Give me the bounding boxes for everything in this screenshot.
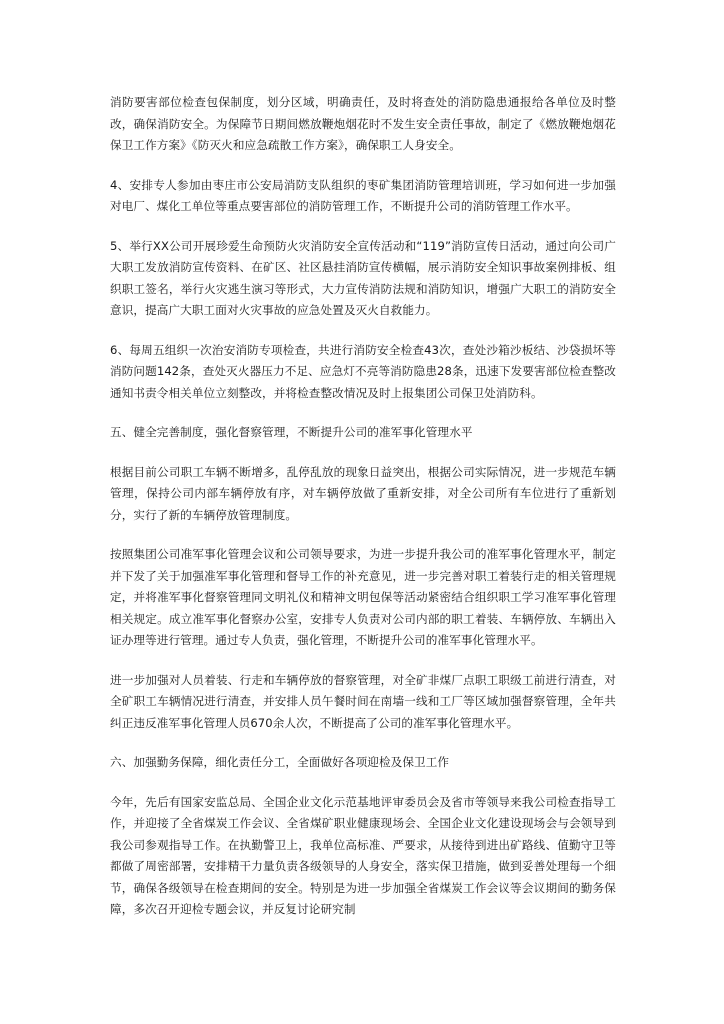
paragraph-item-5-campaign: 5、举行XX公司开展珍爱生命预防火灾消防安全宣传活动和“119”消防宣传日活动，通过向公司广大职工发放消防宣传资料、在矿区、社区悬挂消防宣传横幅，展示消防安全知识事故案例排板、组织职工签名，举行火灾逃生演习等形式，大力宣传消防法规和消防知识，增强广大职工的消防安全意识，提高广大职工面对火灾事故的应急处置及灭火自救能力。 <box>110 238 616 317</box>
paragraph-item-6-inspection: 6、每周五组织一次治安消防专项检查，共进行消防安全检查43次，查处沙箱沙板结、沙袋损坏等消防问题142条，查处灭火器压力不足、应急灯不亮等消防隐患28条，迅速下发要害部位检查整改通知书责令相关单位立刻整改，并将检查整改情况及时上报集团公司保卫处消防科。 <box>110 342 616 400</box>
paragraph-duty-security: 今年，先后有国家安监总局、全国企业文化示范基地评审委员会及省市等领导来我公司检查指导工作，并迎接了全省煤炭工作会议、全省煤矿职业健康现场会、全国企业文化建设现场会与会领导到我公司参观指导工作。在执勤警卫上，我单位高标准、严要求，从接待到进出矿路线、值勤守卫等都做了周密部署，安排精干力量负责各级领导的人身安全，落实保卫措施，做到妥善处理每一个细节，确保各级领导在检查期间的安全。特别是为进一步加强全省煤炭工作会议等会议期间的勤务保障，多次召开迎检专题会议，并反复讨论研究制 <box>110 794 616 916</box>
paragraph-supervision: 进一步加强对人员着装、行走和车辆停放的督察管理，对全矿非煤厂点职工职级工前进行清查，对全矿职工车辆情况进行清查，并安排人员午餐时间在南墙一线和工厂等区域加强督察管理，全年共纠正违反准军事化管理人员670余人次，不断提高了公司的准军事化管理水平。 <box>110 672 616 730</box>
paragraph-paramilitary-management: 按照集团公司准军事化管理会议和公司领导要求，为进一步提升我公司的准军事化管理水平，制定并下发了关于加强准军事化管理和督导工作的补充意见，进一步完善对职工着装行走的相关管理规定，并将准军事化督察管理同文明礼仪和精神文明包保等活动紧密结合组织职工学习准军事化管理相关规定。成立准军事化督察办公室，安排专人负责对公司内部的职工着装、车辆停放、车辆出入证办理等进行管理。通过专人负责，强化管理，不断提升公司的准军事化管理水平。 <box>110 547 616 647</box>
paragraph-vehicle-management: 根据目前公司职工车辆不断增多，乱停乱放的现象日益突出，根据公司实际情况，进一步规范车辆管理，保持公司内部车辆停放有序，对车辆停放做了重新安排，对全公司所有车位进行了重新划分，实行了新的车辆停放管理制度。 <box>110 464 616 522</box>
document-page <box>110 92 616 939</box>
paragraph-item-4-training: 4、安排专人参加由枣庄市公安局消防支队组织的枣矿集团消防管理培训班，学习如何进一步加强对电厂、煤化工单位等重点要害部位的消防管理工作，不断提升公司的消防管理工作水平。 <box>110 177 616 213</box>
section-heading-six: 六、加强勤务保障，细化责任分工，全面做好各项迎检及保卫工作 <box>110 755 450 769</box>
paragraph-fire-safety-responsibility: 消防要害部位检查包保制度，划分区域，明确责任，及时将查处的消防隐患通报给各单位及时整改，确保消防安全。为保障节日期间燃放鞭炮烟花时不发生安全责任事故，制定了《燃放鞭炮烟花保卫工作方案》《防灭火和应急疏散工作方案》，确保职工人身安全。 <box>110 95 616 152</box>
section-heading-five: 五、健全完善制度，强化督察管理，不断提升公司的准军事化管理水平 <box>110 425 473 439</box>
